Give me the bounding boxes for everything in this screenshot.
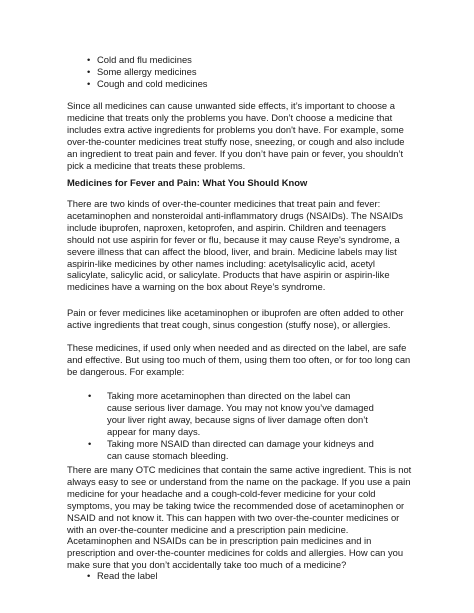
paragraph-if-used: These medicines, if used only when needed and as directed on the label, are safe and effective. But using too much of them, using them too often, or for too long can be dangerous. For example:: [67, 342, 411, 377]
paragraph-two-kinds: There are two kinds of over-the-counter medicines that treat pain and fever: acetaminophen and nonsteroidal anti-inflammatory drugs (NSAIDs). The NSAIDs include ibuprofen, naproxen, ketoprofen, and aspirin. Children and teenagers should not use aspirin for fever or flu, because it may cause Reye's syndrome, a severe illness that can affect the blood, liver, and brain. Medicine labels may list aspirin-like medicines by other names including: acetylsalicylic acid, acetyl salicylate, salicylic acid, or salicylate. Products that have aspirin or aspirin-like medicines have a warning on the box about Reye’s syndrome.: [67, 198, 403, 293]
paragraph-many-otc: There are many OTC medicines that contain the same active ingredient. This is not always easy to see or understand from the name on the package. If you use a pain medicine for your headache and a cough-cold-fever medicine for your cold symptoms, you may be taking twice the recommended dose of acetaminophen or NSAID and not know it. This can happen with two over-the-counter medicines or with an over-the-counter medicine and a prescription pain medicine. Acetaminophen and NSAIDs can be in prescription pain medicines and in prescription and over-the-counter medicines for colds and allergies. How can you make sure that you don’t accidentally take too much of a medicine?: [67, 464, 412, 571]
list-item: • Taking more NSAID than directed can damage your kidneys and can cause stomach bleeding.: [0, 438, 376, 462]
list-item: • Cough and cold medicines: [0, 78, 208, 90]
list-item: • Taking more acetaminophen than directed on the label can cause serious liver damage. You may not know you’ve damaged your liver right away, because signs of liver damage often don’t appear for many days.: [0, 390, 376, 438]
list-item: • Read the label: [0, 570, 157, 582]
section-heading: Medicines for Fever and Pain: What You Should Know: [67, 177, 308, 188]
paragraph-added-ingredients: Pain or fever medicines like acetaminophen or ibuprofen are often added to other active ingredients that treat cough, sinus congestion (stuffy nose), or allergies.: [67, 307, 404, 330]
intro-bullet-list: [0, 54, 208, 90]
paragraph-side-effects: Since all medicines can cause unwanted side effects, it’s important to choose a medicine that treats only the problems you have. Don’t choose a medicine that includes extra active ingredients for problems you don't have. For example, some over-the-counter medicines treat stuffy nose, sneezing, or cough and also include an ingredient to treat pain and fever. If you don’t have pain or fever, you shouldn’t pick a medicine that treats these problems.: [67, 100, 405, 171]
final-bullet-list: [0, 570, 157, 582]
example-bullet-list: [0, 390, 376, 461]
list-item: • Some allergy medicines: [0, 66, 208, 78]
list-item: • Cold and flu medicines: [0, 54, 208, 66]
